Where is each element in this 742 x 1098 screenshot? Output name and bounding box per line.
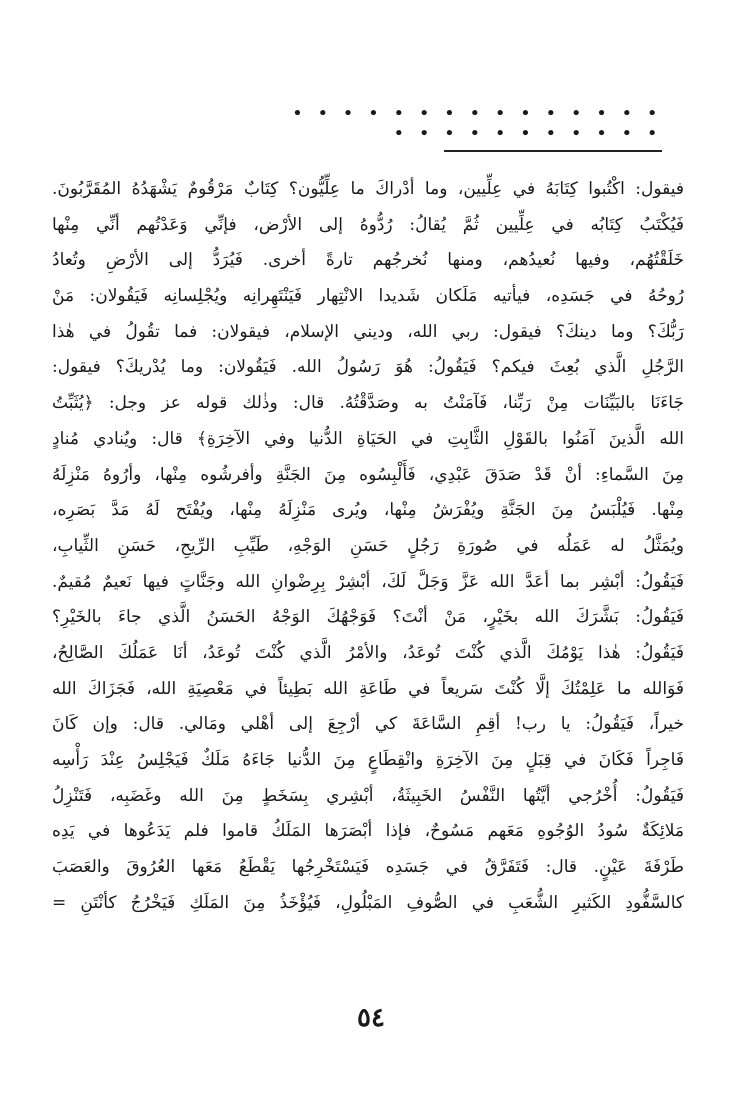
text-line: فَيُكْتَبُ كِتَابُه في عِلِّيين ثُمَّ يُقالُ: رُدُّوهُ إلى الأرْض، فإنِّي وَعَدْتُهم أنِّي مِنْها (52, 214, 684, 235)
text-line: فَيَقُولُ: أُخْرُجي أيَّتُها النَّفْسُ الخَبِيثَةُ، أبْشِري بِسَخَطٍ مِنَ الله وغَضَبِه، فَتَنْزِلُ (52, 785, 684, 806)
text-line: رَبُّكَ؟ وما دينكَ؟ فيقول: ربي الله، وديني الإسلام، فيقولان: فما تقُولُ في هٰذا (52, 321, 684, 342)
text-line: فَوَالله ما عَلِمْتُكَ إلَّا كُنْتَ سَريعاً في طَاعَةِ الله بَطِيئاً في مَعْصِيَةِ الله، فَجَزَاكَ الله (52, 678, 684, 699)
text-line: مِنَ السَّماءِ: أنْ قَدْ صَدَقَ عَبْدِي، فَأَلْبِسُوه مِنَ الجَنَّةِ وأفرشُوه مِنْها، وأرُوهُ مَنْزِلَهُ (52, 464, 684, 485)
text-line: جَاءَنَا بالبَيِّنَات مِنْ رَبِّنا، فَآمَنْتُ به وصَدَّقْتُهُ. قال: وذٰلك قوله عز وجل: ﴿يُثَبِّتُ (52, 393, 684, 414)
page-number: ٥٤ (357, 1003, 385, 1033)
text-line: فَيَقُولُ: بَشَّرَكَ الله بخَيْرٍ، مَنْ أنْتَ؟ فَوَجْهُكَ الوَجْهُ الحَسَنُ الَّذي جاءَ بالخَيْرِ؟ (52, 607, 684, 628)
text-line: رُوحُهُ في جَسَدِه، فيأتيه مَلَكان شَديدا الانْتِهار فَيَنْتَهِرانِه ويُجْلِسانِه فَيَقُولان: مَنْ (52, 286, 684, 307)
text-line: خَلَقْتُهُم، وفيها نُعيدُهم، ومنها نُخرجُهم تارةً أخرى. فَيُرَدُّ إلى الأرْضِ وتُعادُ (52, 250, 684, 271)
page-body-text (52, 172, 684, 921)
text-line: الرَّجُلِ الَّذي بُعِثَ فيكم؟ فَيَقُولُ: هُوَ رَسُولُ الله. فَيَقُولان: وما يُدْريكَ؟ فيقول: (52, 357, 684, 378)
text-line: فَيَقُولُ: أبْشِر بما أعَدَّ الله عَزَّ وَجَلَّ لَكَ، أبْشِرْ بِرِضْوانِ الله وجَنَّاتٍ فيها نَعيمٌ مُقيمٌ. (52, 571, 684, 592)
text-line: خيراً، فَيَقُولُ: يا رب! أقِمِ السَّاعَةَ كي أرْجِعَ إلى أهْلي ومَالي. قال: وإن كَانَ (52, 714, 684, 735)
text-line: كالسَّفُّودِ الكَثيرِ الشُّعَبِ في الصُّوفِ المَبْلُولِ، فَيُؤْخَذُ مِنَ المَلَكِ فَيَخْرُجُ كأنْتَنِ = (52, 892, 684, 913)
text-line: فَاجِراً فَكَانَ في قِبَلٍ مِنَ الآخِرَةِ وانْقِطَاعٍ مِنَ الدُّنيا جَاءَهُ مَلَكٌ فَيَجْلِسُ عِنْدَ رَأْسِه (52, 750, 684, 770)
text-line: الله الَّذينَ آمَنُوا بالقَوْلِ الثَّابِتِ في الحَيَاةِ الدُّنيا وفي الآخِرَةِ﴾ قال: ويُنادي مُنادٍ (52, 428, 684, 449)
text-line: ويُمَثَّلُ له عَمَلُه في صُورَةِ رَجُلٍ حَسَنِ الوَجْهِ، طَيِّبِ الرِّيحِ، حَسَنِ الثِّيابِ، (52, 535, 684, 556)
text-line: فيقول: اكْتُبوا كِتَابَهُ في عِلِّيين، وما أدْراكَ ما عِلِّيُّون؟ كِتَابٌ مَرْقُومٌ يَشْهَدُهُ المُقَرَّبُونَ. (52, 179, 684, 199)
header-dots-ornament: • • • • • • • • • • • • • • • • • • • • • • • • • • (292, 103, 662, 144)
text-line: مِنْها. فَيُلْبَسُ مِنَ الجَنَّةِ ويُفْرَشُ مِنْها، ويُرى مَنْزِلَهُ مِنْها، ويُفْتَح لَهُ مَدَّ بَصَرِه، (52, 500, 684, 521)
text-line: طَرْفَةَ عَيْنٍ. قال: فَتَفَرَّقُ في جَسَدِه فَيَسْتَخْرِجُها يَقْطَعُ مَعَها العُرُوقَ والعَصَبَ (52, 857, 684, 878)
header-divider (444, 150, 662, 152)
text-line: فَيَقُولُ: هٰذا يَوْمُكَ الَّذي كُنْتَ تُوعَدُ، والأمْرُ الَّذي كُنْتَ تُوعَدُ، أنَا عَمَلُكَ الصَّالِحُ، (52, 642, 684, 663)
text-line: مَلائِكَةٌ سُودُ الوُجُوهِ مَعَهم مَسُوحٌ، فإذا أبْصَرَها المَلَكُ قاموا فلم يَدَعُوها في يَدِه (52, 821, 684, 842)
